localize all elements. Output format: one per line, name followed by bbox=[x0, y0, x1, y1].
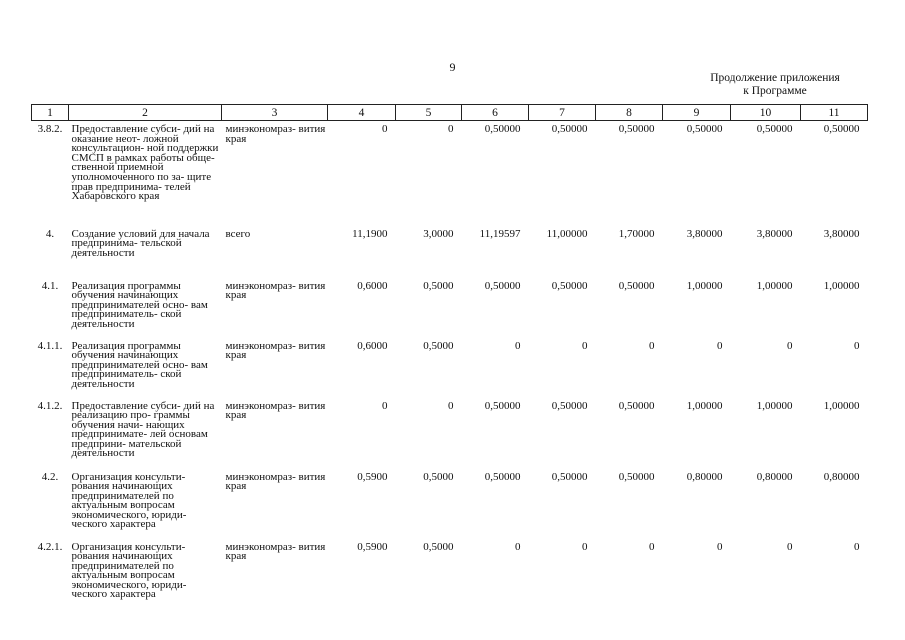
row-value-6: 0,50000 bbox=[484, 123, 521, 135]
table-row bbox=[32, 338, 868, 398]
header-col-2: 2 bbox=[69, 105, 222, 121]
row-value-11: 1,00000 bbox=[823, 399, 860, 412]
header-col-3: 3 bbox=[222, 105, 328, 121]
row-value-6: 11,19597 bbox=[479, 227, 521, 240]
row-value-8: 0 bbox=[649, 339, 655, 352]
header-col-11: 11 bbox=[801, 105, 868, 121]
row-name: Реализация программы обучения начинающих предпринимателей осно- вам предприниматель- ской деятельности bbox=[71, 279, 208, 330]
row-value-8: 0,50000 bbox=[618, 123, 655, 135]
row-value-5: 0,5000 bbox=[423, 470, 454, 483]
row-value-4: 0,5900 bbox=[357, 540, 388, 553]
row-executor: минэкономраз- вития края bbox=[225, 279, 326, 302]
row-value-9: 3,80000 bbox=[686, 227, 723, 240]
row-value-10: 0,50000 bbox=[756, 123, 793, 135]
row-value-9: 1,00000 bbox=[686, 399, 723, 412]
row-value-11: 1,00000 bbox=[823, 279, 860, 292]
row-value-5: 0,5000 bbox=[423, 540, 454, 553]
row-executor: всего bbox=[225, 227, 251, 240]
row-name: Предоставление субси- дий на реализацию про- граммы обучения начи- нающих предпринимате- лей основам предприни- мательской деятельности bbox=[71, 399, 215, 460]
row-value-5: 0,5000 bbox=[423, 279, 454, 292]
row-value-5: 0,5000 bbox=[423, 339, 454, 352]
row-code: 3.8.2. bbox=[37, 123, 63, 135]
row-value-7: 0,50000 bbox=[551, 279, 588, 292]
header-col-9: 9 bbox=[663, 105, 731, 121]
appendix-note: Продолжение приложения к Программе bbox=[710, 72, 840, 97]
row-value-8: 0 bbox=[649, 540, 655, 553]
table-row bbox=[32, 469, 868, 539]
row-value-11: 3,80000 bbox=[823, 227, 860, 240]
row-value-4: 11,1900 bbox=[352, 227, 388, 240]
table-row bbox=[32, 278, 868, 338]
row-name: Предоставление субси- дий на оказание неот- ложной консультацион- ной поддержки СМСП в рамках работы обще- ственной приемной уполномоченного по за- щите прав предпринима- телей Хабаровского края bbox=[71, 123, 219, 203]
table-row bbox=[32, 226, 868, 278]
row-code: 4.2.1. bbox=[37, 540, 63, 553]
program-table bbox=[31, 104, 868, 609]
row-value-5: 0 bbox=[448, 399, 454, 412]
row-executor: минэкономраз- вития края bbox=[225, 470, 326, 493]
header-col-6: 6 bbox=[462, 105, 529, 121]
row-executor: минэкономраз- вития края bbox=[225, 339, 326, 362]
row-value-10: 3,80000 bbox=[756, 227, 793, 240]
row-name: Создание условий для начала предпринима- тельской деятельности bbox=[71, 227, 210, 259]
row-value-4: 0 bbox=[382, 123, 388, 135]
row-code: 4.2. bbox=[41, 470, 59, 483]
row-value-11: 0 bbox=[854, 339, 860, 352]
row-value-4: 0,6000 bbox=[357, 279, 388, 292]
header-col-5: 5 bbox=[396, 105, 462, 121]
row-value-7: 0,50000 bbox=[551, 470, 588, 483]
row-code: 4.1. bbox=[41, 279, 59, 292]
row-name: Организация консульти- рования начинающих предпринимателей по актуальным вопросам экономического, юриди- ческого характера bbox=[71, 540, 187, 601]
header-col-1: 1 bbox=[32, 105, 69, 121]
row-value-8: 0,50000 bbox=[618, 399, 655, 412]
row-executor: минэкономраз- вития края bbox=[225, 399, 326, 422]
row-value-6: 0 bbox=[515, 339, 521, 352]
row-value-7: 0 bbox=[582, 540, 588, 553]
row-name: Организация консульти- рования начинающих предпринимателей по актуальным вопросам экономического, юриди- ческого характера bbox=[71, 470, 187, 531]
row-value-7: 0,50000 bbox=[551, 399, 588, 412]
row-value-6: 0,50000 bbox=[484, 279, 521, 292]
row-value-6: 0,50000 bbox=[484, 470, 521, 483]
row-value-6: 0,50000 bbox=[484, 399, 521, 412]
row-value-10: 1,00000 bbox=[756, 399, 793, 412]
header-col-8: 8 bbox=[596, 105, 663, 121]
column-number-header bbox=[32, 105, 868, 121]
page-number: 9 bbox=[449, 60, 456, 74]
row-value-6: 0 bbox=[515, 540, 521, 553]
row-value-4: 0,6000 bbox=[357, 339, 388, 352]
row-value-10: 0 bbox=[787, 339, 793, 352]
row-executor: минэкономраз- вития края bbox=[225, 540, 326, 563]
row-executor: минэкономраз- вития края bbox=[225, 123, 326, 145]
row-value-10: 1,00000 bbox=[756, 279, 793, 292]
row-value-4: 0,5900 bbox=[357, 470, 388, 483]
row-name: Реализация программы обучения начинающих предпринимателей осно- вам предприниматель- ской деятельности bbox=[71, 339, 208, 390]
header-col-10: 10 bbox=[731, 105, 801, 121]
row-value-10: 0,80000 bbox=[756, 470, 793, 483]
row-code: 4.1.2. bbox=[37, 399, 63, 412]
table-row bbox=[32, 121, 868, 226]
table-row bbox=[32, 539, 868, 609]
header-col-7: 7 bbox=[529, 105, 596, 121]
row-value-9: 0 bbox=[717, 540, 723, 553]
row-value-5: 3,0000 bbox=[423, 227, 454, 240]
row-value-9: 0 bbox=[717, 339, 723, 352]
row-value-11: 0 bbox=[854, 540, 860, 553]
row-code: 4.1.1. bbox=[37, 339, 63, 352]
row-value-8: 1,70000 bbox=[618, 227, 655, 240]
row-value-7: 0,50000 bbox=[551, 123, 588, 135]
row-code: 4. bbox=[45, 227, 55, 240]
row-value-10: 0 bbox=[787, 540, 793, 553]
row-value-9: 0,50000 bbox=[686, 123, 723, 135]
table-row bbox=[32, 398, 868, 469]
row-value-9: 1,00000 bbox=[686, 279, 723, 292]
row-value-11: 0,50000 bbox=[823, 123, 860, 135]
row-value-7: 0 bbox=[582, 339, 588, 352]
row-value-8: 0,50000 bbox=[618, 279, 655, 292]
row-value-4: 0 bbox=[382, 399, 388, 412]
header-col-4: 4 bbox=[328, 105, 396, 121]
row-value-7: 11,00000 bbox=[546, 227, 588, 240]
program-table-wrapper bbox=[31, 104, 868, 609]
row-value-11: 0,80000 bbox=[823, 470, 860, 483]
row-value-8: 0,50000 bbox=[618, 470, 655, 483]
row-value-9: 0,80000 bbox=[686, 470, 723, 483]
row-value-5: 0 bbox=[448, 123, 454, 135]
